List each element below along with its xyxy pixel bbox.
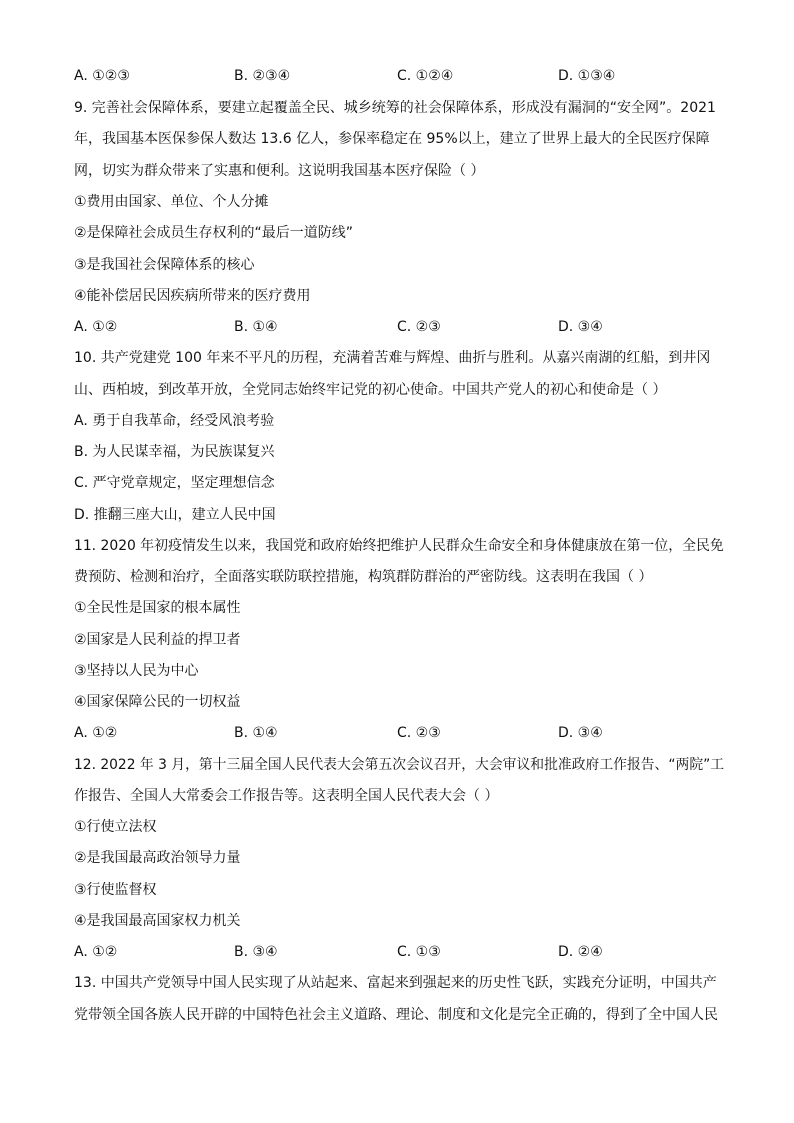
q12-option-d: D. ②④ (558, 944, 603, 960)
q11-statement: ③坚持以人民为中心 (74, 663, 199, 679)
q10-option-b: B. 为人民谋幸福，为民族谋复兴 (74, 444, 275, 460)
q9-statement: ②是保障社会成员生存权利的“最后一道防线” (74, 225, 354, 241)
q11-option-c: C. ②③ (397, 725, 441, 741)
q10-stem-line: 山、西柏坡，到改革开放，全党同志始终牢记党的初心使命。中国共产党人的初心和使命是（ ） (74, 382, 667, 398)
q12-options (74, 943, 724, 961)
q10-option-a: A. 勇于自我革命，经受风浪考验 (74, 413, 275, 429)
q13-stem-line: 党带领全国各族人民开辟的中国特色社会主义道路、理论、制度和文化是完全正确的，得到了全中国人民 (74, 1007, 718, 1023)
q12-statement: ④是我国最高国家权力机关 (74, 913, 241, 929)
q9-stem-line: 9. 完善社会保障体系，要建立起覆盖全民、城乡统筹的社会保障体系，形成没有漏洞的“安全网”。2021 (74, 100, 716, 116)
q12-option-c: C. ①③ (397, 944, 441, 960)
q9-stem-line: 网，切实为群众带来了实惠和便利。这说明我国基本医疗保险（ ） (74, 163, 485, 179)
q8-option-a: A. ①②③ (74, 68, 130, 84)
q11-statement: ④国家保障公民的一切权益 (74, 694, 241, 710)
q11-option-b: B. ①④ (234, 725, 278, 741)
q9-statement: ④能补偿居民因疾病所带来的医疗费用 (74, 288, 311, 304)
q9-option-d: D. ③④ (558, 319, 603, 335)
q11-option-a: A. ①② (74, 725, 118, 741)
q8-options (74, 67, 724, 85)
q11-option-d: D. ③④ (558, 725, 603, 741)
q9-option-c: C. ②③ (397, 319, 441, 335)
q12-statement: ①行使立法权 (74, 819, 157, 835)
q10-option-c: C. 严守党章规定，坚定理想信念 (74, 475, 275, 491)
q12-option-a: A. ①② (74, 944, 118, 960)
q9-statement: ③是我国社会保障体系的核心 (74, 257, 255, 273)
q8-option-d: D. ①③④ (558, 68, 616, 84)
q12-statement: ③行使监督权 (74, 882, 157, 898)
q9-statement: ①费用由国家、单位、个人分摊 (74, 194, 269, 210)
q12-option-b: B. ③④ (234, 944, 278, 960)
q9-option-a: A. ①② (74, 319, 118, 335)
q11-options (74, 724, 724, 742)
q11-stem-line: 11. 2020 年初疫情发生以来，我国党和政府始终把维护人民群众生命安全和身体健康放在第一位，全民免 (74, 538, 724, 554)
q11-stem-line: 费预防、检测和治疗，全面落实联防联控措施，构筑群防群治的严密防线。这表明在我国（ ） (74, 569, 653, 585)
q8-option-c: C. ①②④ (397, 68, 454, 84)
q11-statement: ②国家是人民利益的捍卫者 (74, 632, 241, 648)
q12-statement: ②是我国最高政治领导力量 (74, 850, 241, 866)
q13-stem-line: 13. 中国共产党领导中国人民实现了从站起来、富起来到强起来的历史性飞跃，实践充分证明，中国共产 (74, 975, 717, 991)
q10-option-d: D. 推翻三座大山，建立人民中国 (74, 507, 276, 523)
q9-stem-line: 年，我国基本医保参保人数达 13.6 亿人，参保率稳定在 95%以上，建立了世界上最大的全民医疗保障 (74, 131, 710, 147)
q11-statement: ①全民性是国家的根本属性 (74, 600, 241, 616)
q8-option-b: B. ②③④ (234, 68, 291, 84)
q9-option-b: B. ①④ (234, 319, 278, 335)
q10-stem-line: 10. 共产党建党 100 年来不平凡的历程，充满着苦难与辉煌、曲折与胜利。从嘉兴南湖的红船，到井冈 (74, 350, 711, 366)
q12-stem-line: 作报告、全国人大常委会工作报告等。这表明全国人民代表大会（ ） (74, 788, 499, 804)
q9-options (74, 318, 724, 336)
q12-stem-line: 12. 2022 年 3 月，第十三届全国人民代表大会第五次会议召开，大会审议和批准政府工作报告、“两院”工 (74, 757, 725, 773)
